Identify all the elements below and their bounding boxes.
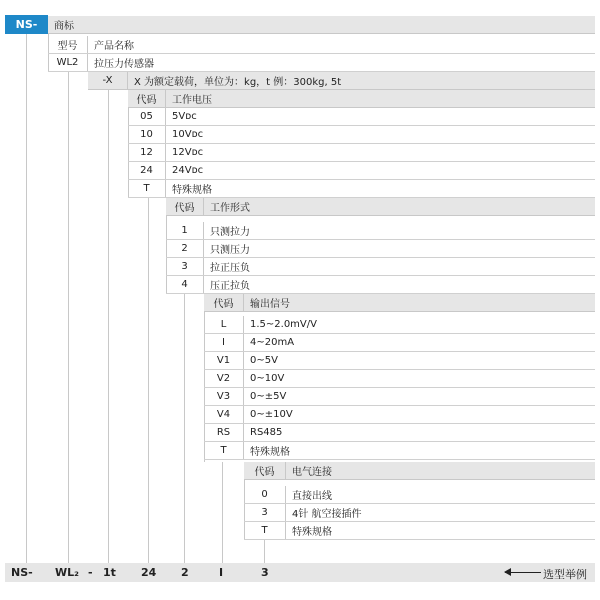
output-desc: 4~20mA <box>250 337 295 348</box>
work-form-header-code: 代码 <box>166 198 204 215</box>
voltage-header <box>128 90 595 108</box>
example-prefix: NS- <box>11 566 33 579</box>
model-value: WL2 <box>48 54 88 71</box>
output-code: T <box>204 442 244 459</box>
connection-code: 3 <box>244 504 286 521</box>
example-voltage: 24 <box>141 566 157 579</box>
output-desc: 0~5V <box>250 355 278 366</box>
trademark-label: 商标 <box>54 21 74 32</box>
example-bar <box>5 563 595 582</box>
connection-header <box>244 462 595 480</box>
output-desc: 特殊规格 <box>250 447 290 458</box>
work-form-desc: 只测压力 <box>210 245 250 256</box>
work-form-desc: 拉正压负 <box>210 263 250 274</box>
connection-desc: 直接出线 <box>292 491 332 502</box>
work-form-row <box>166 240 595 258</box>
connection-row <box>244 504 595 522</box>
voltage-desc: 12Vᴅᴄ <box>172 147 204 158</box>
connection-desc: 4针 航空接插件 <box>292 509 362 520</box>
prefix-badge: NS- <box>5 15 48 34</box>
output-desc: 0~10V <box>250 373 285 384</box>
voltage-desc: 10Vᴅᴄ <box>172 129 204 140</box>
work-form-header-desc: 工作形式 <box>210 203 250 214</box>
connection-code: 0 <box>244 486 286 503</box>
example-work-form: 2 <box>181 566 189 579</box>
voltage-row <box>128 162 595 180</box>
output-code: V4 <box>204 406 244 423</box>
capacity-row <box>88 72 595 90</box>
voltage-code: 10 <box>128 126 166 143</box>
output-desc: 1.5~2.0mV/V <box>250 319 317 330</box>
output-row <box>204 388 595 406</box>
voltage-header-desc: 工作电压 <box>172 95 212 106</box>
voltage-code: T <box>128 180 166 197</box>
connection-code: T <box>244 522 286 539</box>
work-form-header <box>166 198 595 216</box>
connector-line <box>148 198 149 563</box>
output-row <box>204 442 595 460</box>
model-header-row <box>48 36 595 54</box>
output-desc: RS485 <box>250 427 283 438</box>
voltage-row <box>128 144 595 162</box>
connector-line <box>222 462 223 563</box>
arrow-left-icon <box>505 572 541 573</box>
model-value-row <box>48 54 595 72</box>
output-code: RS <box>204 424 244 441</box>
work-form-code: 2 <box>166 240 204 257</box>
connector-line <box>264 540 265 563</box>
output-header <box>204 294 595 312</box>
capacity-desc: X 为额定载荷，单位为：kg，t 例：300kg, 5t <box>134 77 342 88</box>
connector-line <box>26 34 27 563</box>
model-label: 型号 <box>48 36 88 53</box>
connection-row <box>244 522 595 540</box>
product-name-label: 产品名称 <box>94 41 134 52</box>
output-row <box>204 370 595 388</box>
output-code: V1 <box>204 352 244 369</box>
voltage-code: 05 <box>128 108 166 125</box>
connection-header-code: 代码 <box>244 462 286 479</box>
capacity-code: -X <box>88 72 128 89</box>
connector-line <box>108 90 109 563</box>
voltage-desc: 特殊规格 <box>172 185 212 196</box>
output-code: V2 <box>204 370 244 387</box>
output-code: L <box>204 316 244 333</box>
connection-row <box>244 486 595 504</box>
example-dash: - <box>88 566 93 579</box>
voltage-row <box>128 126 595 144</box>
voltage-code: 12 <box>128 144 166 161</box>
example-capacity: 1t <box>103 566 116 579</box>
trademark-row <box>48 16 595 34</box>
voltage-row <box>128 108 595 126</box>
output-header-code: 代码 <box>204 294 244 311</box>
output-code: V3 <box>204 388 244 405</box>
connector-line <box>68 72 69 563</box>
example-connection: 3 <box>261 566 269 579</box>
voltage-desc: 24Vᴅᴄ <box>172 165 204 176</box>
voltage-desc: 5Vᴅᴄ <box>172 111 197 122</box>
work-form-code: 1 <box>166 222 204 239</box>
work-form-desc: 压正拉负 <box>210 281 250 292</box>
output-desc: 0~±10V <box>250 409 293 420</box>
voltage-code: 24 <box>128 162 166 179</box>
output-row <box>204 352 595 370</box>
output-desc: 0~±5V <box>250 391 287 402</box>
output-row <box>204 406 595 424</box>
work-form-desc: 只测拉力 <box>210 227 250 238</box>
connection-desc: 特殊规格 <box>292 527 332 538</box>
voltage-header-code: 代码 <box>128 90 166 107</box>
product-name-value: 拉压力传感器 <box>94 59 154 70</box>
example-label: 选型举例 <box>543 568 587 581</box>
example-output: I <box>219 566 224 579</box>
work-form-row <box>166 276 595 294</box>
output-row <box>204 316 595 334</box>
output-row <box>204 424 595 442</box>
output-header-desc: 输出信号 <box>250 299 290 310</box>
work-form-code: 4 <box>166 276 204 293</box>
connection-header-desc: 电气连接 <box>292 467 332 478</box>
output-row <box>204 334 595 352</box>
example-model: WL₂ <box>55 566 79 579</box>
voltage-row <box>128 180 595 198</box>
work-form-code: 3 <box>166 258 204 275</box>
output-code: I <box>204 334 244 351</box>
work-form-row <box>166 258 595 276</box>
connector-line <box>184 294 185 563</box>
work-form-row <box>166 222 595 240</box>
